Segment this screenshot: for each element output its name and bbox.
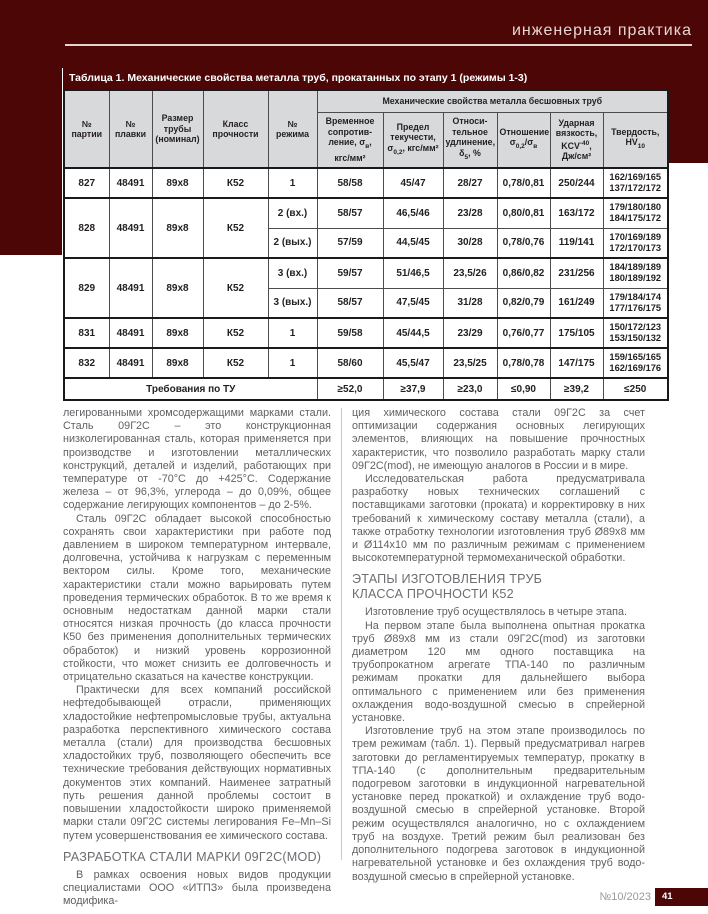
cell-elongation: 23,5/25	[443, 348, 497, 378]
cell-hardness: 179/184/174 177/176/175	[603, 288, 668, 318]
cell-regime: 2 (вых.)	[268, 228, 317, 258]
cell-tensile: 58/57	[317, 288, 383, 318]
paragraph: В рамках освоения новых видов продукции специалистами ООО «ИТПЗ» была произведена модифика-	[63, 868, 331, 908]
cell-batch: 832	[64, 348, 109, 378]
col-header-elongation: Относи- тельное удлинение, $\delta_5$, %	[443, 112, 497, 168]
col-header-yield: Предел текучести, $\sigma_{0,2}$, кгс/мм²	[383, 112, 443, 168]
cell-yield: 47,5/45	[383, 288, 443, 318]
cell-melt: 48491	[109, 258, 152, 318]
cell-class: К52	[203, 258, 268, 318]
cell-hardness: 179/180/180 184/175/172	[603, 198, 668, 228]
cell-impact: 161/249	[550, 288, 603, 318]
page-number-badge: 41	[655, 888, 708, 906]
section-heading-stages: ЭТАПЫ ИЗГОТОВЛЕНИЯ ТРУБ КЛАССА ПРОЧНОСТИ К52	[352, 572, 543, 602]
cell-yield: 46,5/46	[383, 198, 443, 228]
cell-ratio: 0,78/0,76	[497, 228, 550, 258]
cell-yield: 45/44,5	[383, 318, 443, 348]
cell-regime: 2 (вх.)	[268, 198, 317, 228]
cell-melt: 48491	[109, 168, 152, 198]
column-divider	[341, 408, 342, 860]
cell-regime: 3 (вых.)	[268, 288, 317, 318]
col-header-size: Размер трубы (номинал)	[152, 90, 203, 168]
paragraph: Практически для всех компаний российской нефтедобывающей отрасли, применяющих хладостойкие нефтепромысловые трубы, актуальна разработка перспективного химического состава металла (стали) для производства бесшовных хладостойких труб, позволяющего обеспечить все технические требования действующих нормативных документов этих компаний. Наименее затратный путь решения данной проблемы состоит в повышении хладостойкости широко применяемой марки стали 09Г2С системы легирования Fe–Mn–Si путем усовершенствования ее химического состава.	[63, 684, 331, 842]
cell-elongation: 28/27	[443, 168, 497, 198]
cell-impact: 250/244	[550, 168, 603, 198]
col-header-impact: Ударная вязкость, $KCV^{-40}$, Дж/см²	[550, 112, 603, 168]
cell-ratio: 0,76/0,77	[497, 318, 550, 348]
col-group-header: Механические свойства металла бесшовных труб	[317, 90, 668, 112]
cell-class: К52	[203, 318, 268, 348]
col-header-batch: № партии	[64, 90, 109, 168]
table-row-831	[64, 318, 668, 348]
cell-ratio: 0,80/0,81	[497, 198, 550, 228]
cell-size: 89х8	[152, 258, 203, 318]
cell-melt: 48491	[109, 198, 152, 258]
cell-impact: 119/141	[550, 228, 603, 258]
cell-class: К52	[203, 348, 268, 378]
cell-req-tensile: ≥52,0	[317, 378, 383, 400]
left-maroon-strip	[0, 0, 62, 255]
cell-req-elongation: ≥23,0	[443, 378, 497, 400]
col-header-tensile: Временное сопротив- ление, $\sigma_в$, кгс/мм²	[317, 112, 383, 168]
table-row-829-in	[64, 258, 668, 288]
table-title: Таблица 1. Механические свойства металла труб, прокатанных по этапу 1 (режимы 1-3)	[63, 68, 667, 89]
table-header-row-1	[64, 90, 668, 112]
cell-elongation: 30/28	[443, 228, 497, 258]
cell-yield: 45,5/47	[383, 348, 443, 378]
cell-tensile: 58/58	[317, 168, 383, 198]
cell-elongation: 31/28	[443, 288, 497, 318]
cell-ratio: 0,78/0,81	[497, 168, 550, 198]
cell-size: 89х8	[152, 168, 203, 198]
cell-hardness: 162/169/165 137/172/172	[603, 168, 668, 198]
cell-tensile: 57/59	[317, 228, 383, 258]
cell-tensile: 59/57	[317, 258, 383, 288]
cell-impact: 231/256	[550, 258, 603, 288]
cell-melt: 48491	[109, 348, 152, 378]
mechanical-properties-table	[63, 89, 669, 401]
cell-ratio: 0,86/0,82	[497, 258, 550, 288]
cell-hardness: 184/189/189 180/189/192	[603, 258, 668, 288]
cell-ratio: 0,82/0,79	[497, 288, 550, 318]
cell-batch: 827	[64, 168, 109, 198]
col-header-hardness: Твердость, $HV_{10}$	[603, 112, 668, 168]
article-column-left	[63, 407, 331, 908]
cell-requirements-label: Требования по ТУ	[64, 378, 317, 400]
cell-req-ratio: ≤0,90	[497, 378, 550, 400]
cell-hardness: 170/169/189 172/170/173	[603, 228, 668, 258]
cell-hardness: 159/165/165 162/169/176	[603, 348, 668, 378]
cell-elongation: 23/29	[443, 318, 497, 348]
cell-req-impact: ≥39,2	[550, 378, 603, 400]
cell-batch: 829	[64, 258, 109, 318]
col-header-class: Класс прочности	[203, 90, 268, 168]
cell-tensile: 58/57	[317, 198, 383, 228]
cell-impact: 147/175	[550, 348, 603, 378]
cell-impact: 163/172	[550, 198, 603, 228]
cell-regime: 1	[268, 318, 317, 348]
cell-size: 89х8	[152, 198, 203, 258]
col-header-melt: № плавки	[109, 90, 152, 168]
masthead-rule	[65, 44, 692, 46]
cell-melt: 48491	[109, 318, 152, 348]
cell-tensile: 58/60	[317, 348, 383, 378]
cell-class: К52	[203, 168, 268, 198]
cell-req-hardness: ≤250	[603, 378, 668, 400]
paragraph: На первом этапе была выполнена опытная прокатка труб Ø89х8 мм из стали 09Г2С(mod) из заготовки диаметром 120 мм одного поставщика на трубопрокатном агрегате ТПА-140 по различным режимам прокатки для дальнейшего выбора оптимального с применением или без применения охлаждения водо-воздушной смесью в спрейерной установке.	[352, 619, 645, 725]
table-row-828-in	[64, 198, 668, 228]
cell-ratio: 0,78/0,78	[497, 348, 550, 378]
cell-req-yield: ≥37,9	[383, 378, 443, 400]
cell-size: 89х8	[152, 318, 203, 348]
cell-hardness: 150/172/123 153/150/132	[603, 318, 668, 348]
cell-yield: 45/47	[383, 168, 443, 198]
footer-issue: №10/2023	[599, 891, 651, 903]
paragraph: Изготовление труб на этом этапе производилось по трем режимам (табл. 1). Первый предусматривал нагрев заготовки до регламентируемых температур, прокатку в ТПА-140 (с дополнительным предварительным подогревом заготовки в индукционной нагревательной установке перед прокаткой) и охлаждение труб водо-воздушной смесью в спрейерной установке. Второй режим осуществлялся аналогично, но с охлаждением труб на воздухе. Третий режим был реализован без дополнительного подогрева заготовок в индукционной нагревательной установке и без охлаждения труб водо-воздушной смесью в спрейерной установке.	[352, 725, 645, 883]
cell-regime: 1	[268, 168, 317, 198]
section-title: инженерная практика	[511, 22, 692, 39]
paragraph: легированными хромсодержащими марками стали. Сталь 09Г2С – это конструкционная низколегированная сталь, которая применяется при производстве и изготовлении металлических конструкций, деталей и изделий, работающих при температуре от -70°С до +425°С. Содержание железа – от 96,3%, углерода – до 0,09%, общее содержание легирующих компонентов – до 2-5%.	[63, 407, 331, 512]
paragraph: Изготовление труб осуществлялось в четыре этапа.	[365, 606, 627, 619]
cell-class: К52	[203, 198, 268, 258]
col-header-regime: № режима	[268, 90, 317, 168]
cell-tensile: 59/58	[317, 318, 383, 348]
cell-yield: 44,5/45	[383, 228, 443, 258]
col-header-ratio: Отношение $\sigma_{0,2}/\sigma_в$	[497, 112, 550, 168]
article-column-right	[352, 407, 645, 884]
cell-elongation: 23/28	[443, 198, 497, 228]
cell-elongation: 23,5/26	[443, 258, 497, 288]
table-row-832	[64, 348, 668, 378]
cell-batch: 831	[64, 318, 109, 348]
cell-impact: 175/105	[550, 318, 603, 348]
paragraph: Сталь 09Г2С обладает высокой способностью сохранять свои характеристики при работе под давлением в широком температурном интервале, долговечна, устойчива к нагрузкам с переменным вектором силы. Кроме того, механические характеристики стали можно варьировать путем проведения термических обработок. В то же время к основным недостаткам данной марки стали относятся низкая прочность (до класса прочности К50 без применения дополнительных термических обработок) и низкий уровень коррозионной стойкости, что может снизить ее долговечность и отрицательно сказаться на качестве конструкции.	[63, 512, 331, 684]
cell-size: 89х8	[152, 348, 203, 378]
cell-batch: 828	[64, 198, 109, 258]
cell-regime: 1	[268, 348, 317, 378]
paragraph: ция химического состава стали 09Г2С за счет оптимизации содержания основных легирующих элементов, влияющих на повышение прочностных характеристик, что позволило разработать марку стали 09Г2С(mod), не имеющую аналогов в России и в мире.	[352, 407, 645, 472]
cell-yield: 51/46,5	[383, 258, 443, 288]
paragraph: Исследовательская работа предусматривала разработку новых технических соглашений с поставщиками заготовки (проката) и корректировку в них требований к химическому составу металла (стали), а также отработку технологии изготовления труб Ø89х8 мм и Ø114х10 мм по различным режимам с применением высокотемпературной термомеханической обработки.	[352, 473, 645, 565]
table-1	[63, 68, 667, 401]
table-row-827	[64, 168, 668, 198]
section-heading-development: РАЗРАБОТКА СТАЛИ МАРКИ 09Г2С(MOD)	[63, 849, 322, 864]
cell-regime: 3 (вх.)	[268, 258, 317, 288]
table-row-requirements	[64, 378, 668, 400]
